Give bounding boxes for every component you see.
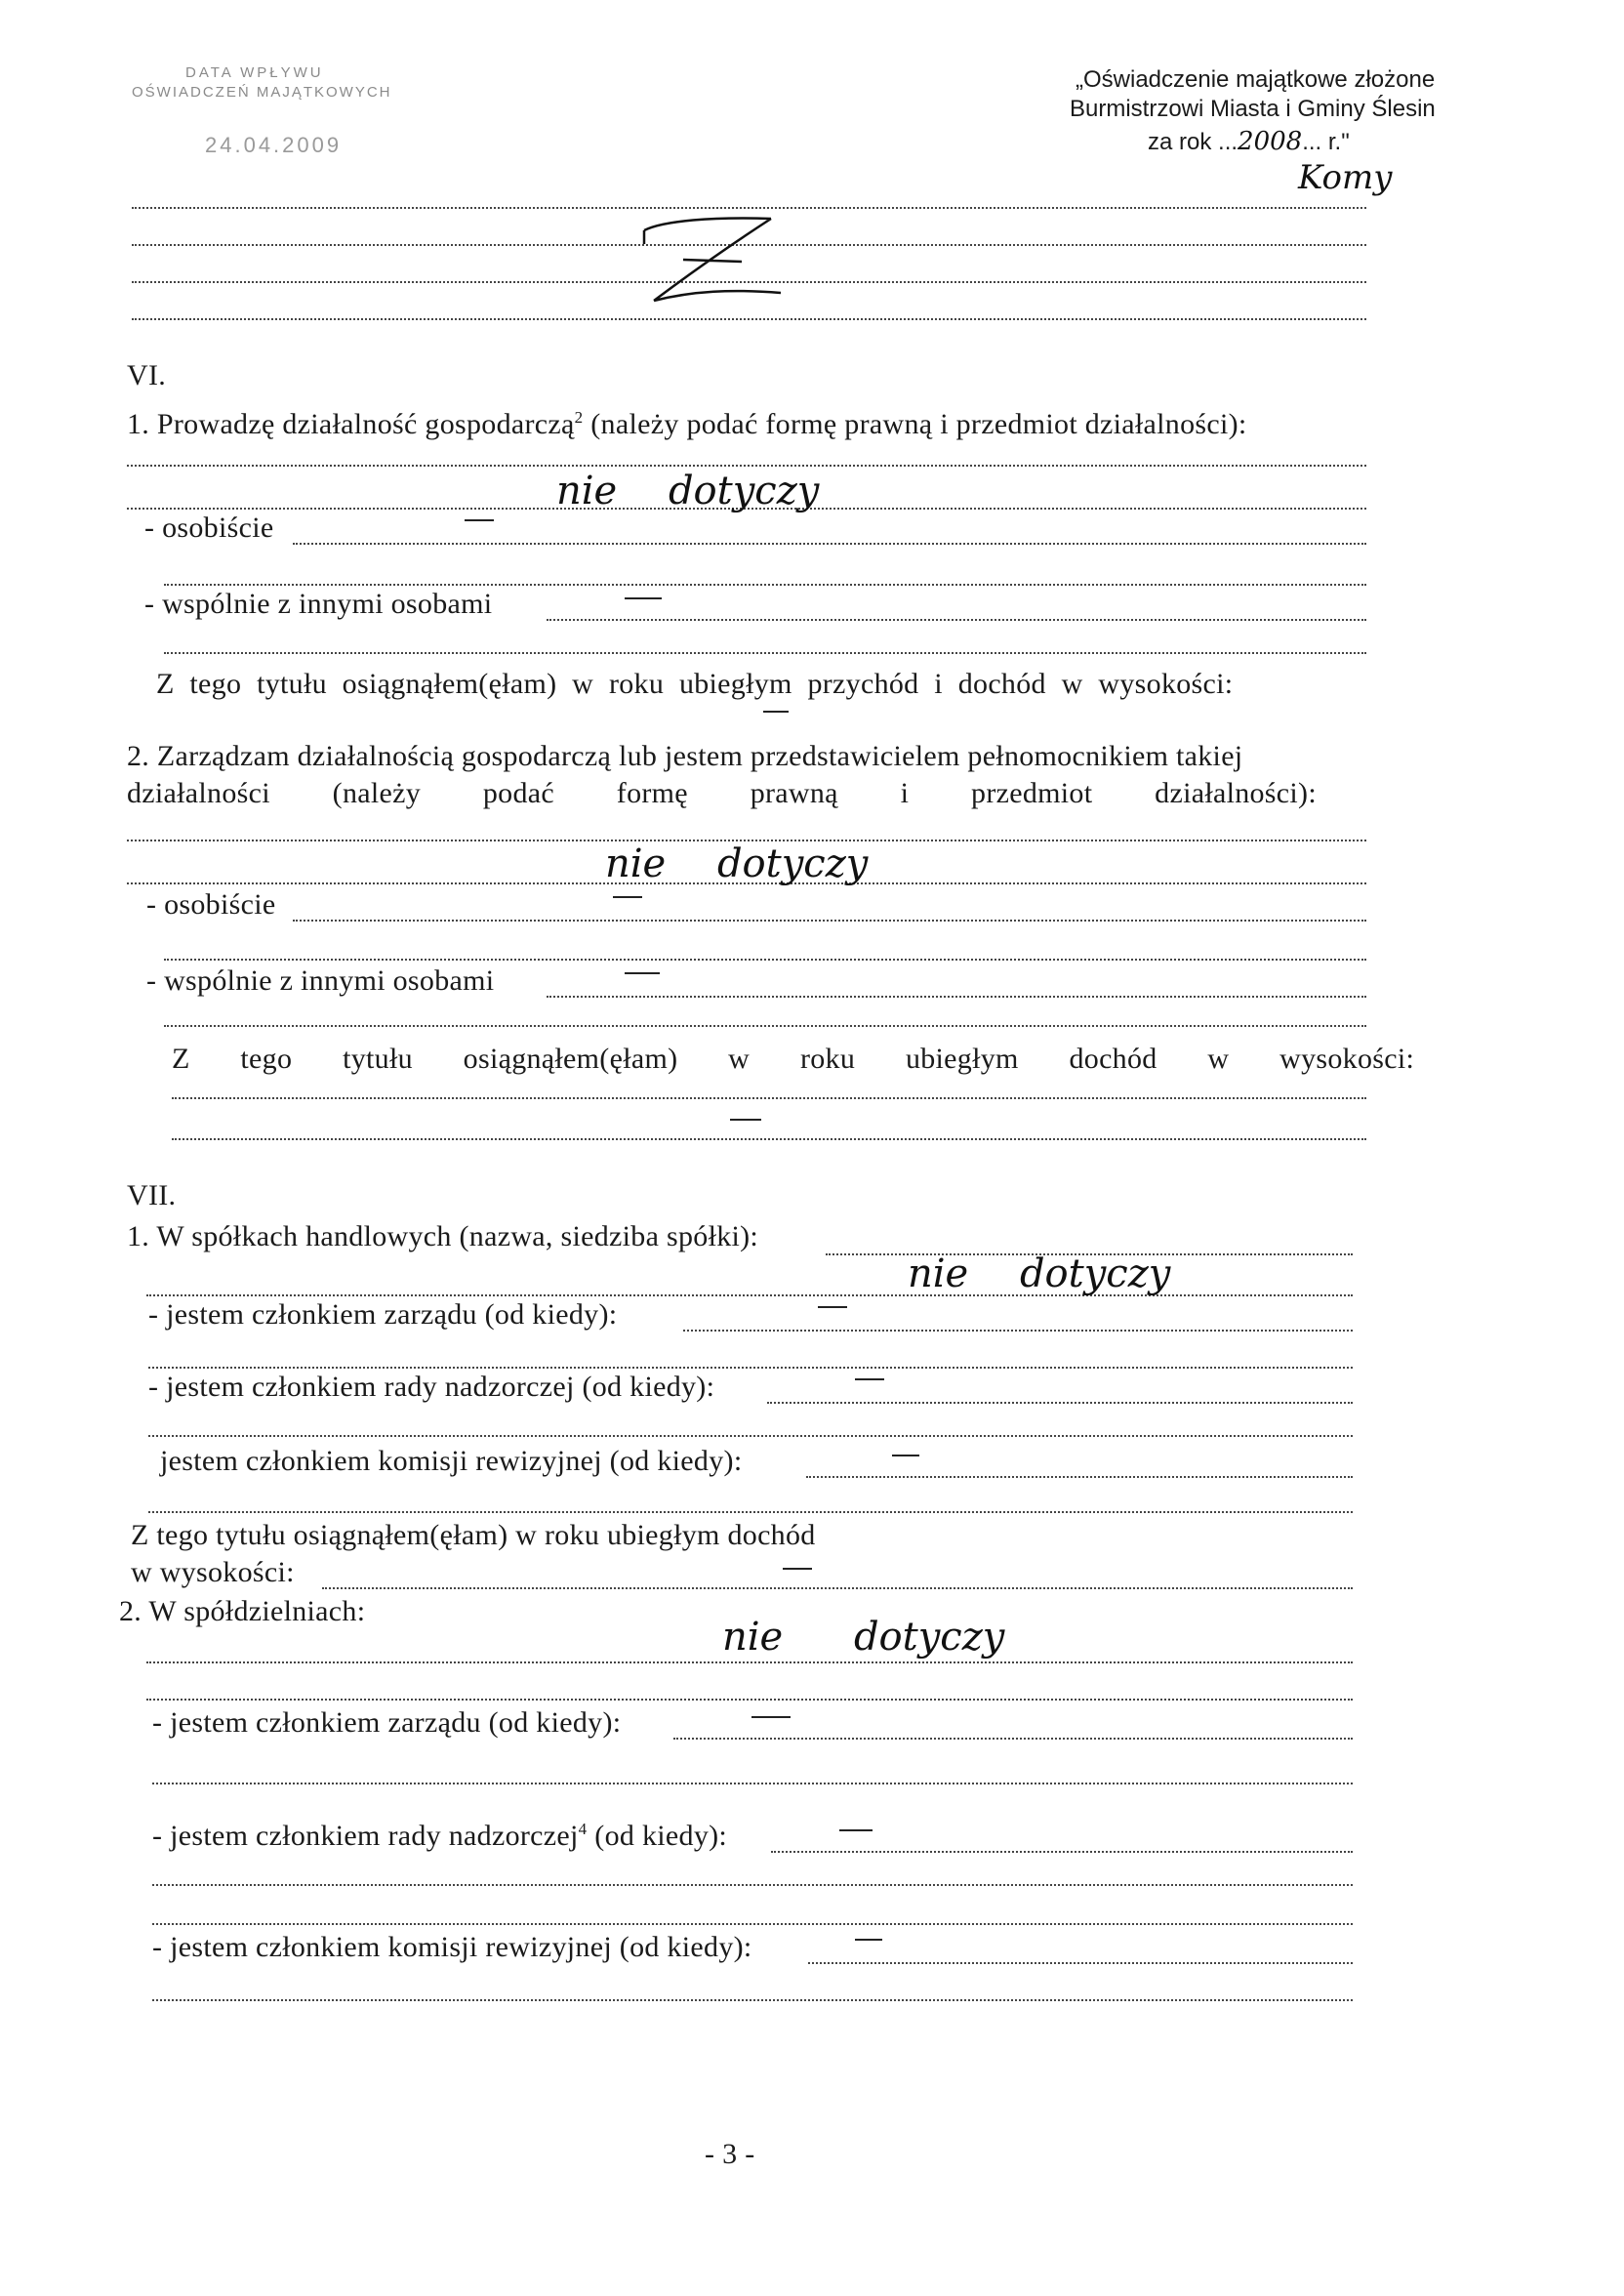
dotted-line <box>293 543 1366 545</box>
dotted-line <box>146 1699 1353 1701</box>
dotted-line <box>164 652 1366 654</box>
handwritten-answer: nie dotyczy <box>722 1615 1005 1660</box>
handwritten-dash <box>730 1119 761 1121</box>
handwritten-answer: nie dotyczy <box>908 1251 1171 1296</box>
handwritten-dash <box>613 896 642 898</box>
dotted-line <box>547 619 1366 621</box>
vi-q2-label-line-2: działalności (należy podać formę prawną i przedmiot działalności): <box>127 777 1317 809</box>
vii-q2-audit: - jestem członkiem komisji rewizyjnej (od kiedy): <box>152 1931 752 1963</box>
handwritten-dash <box>855 1939 882 1941</box>
vii-q1-audit: jestem członkiem komisji rewizyjnej (od kiedy): <box>160 1445 743 1477</box>
vi-q1-jointly: - wspólnie z innymi osobami <box>144 588 493 620</box>
stamp-date: 24.04.2009 <box>205 133 343 157</box>
handwritten-dash <box>783 1568 812 1570</box>
vii-q1-supervisory: - jestem członkiem rady nadzorczej (od kiedy): <box>148 1371 715 1403</box>
vii-q1-income-line-1: Z tego tytułu osiągnąłem(ęłam) w roku ubiegłym dochód <box>131 1519 816 1551</box>
year-handwritten: 2008 <box>1238 127 1303 156</box>
dotted-line <box>172 1097 1366 1099</box>
vi-q2-personally: - osobiście <box>146 888 276 921</box>
header-note-line-3 <box>1148 127 1350 156</box>
handwritten-dash <box>465 519 494 521</box>
year-prefix: za rok ... <box>1148 129 1238 155</box>
dotted-line <box>683 1330 1353 1332</box>
page-number: - 3 - <box>705 2138 755 2170</box>
dotted-line <box>164 959 1366 961</box>
footnote-ref: 2 <box>574 408 584 427</box>
dotted-line <box>172 1138 1366 1140</box>
dotted-line <box>806 1476 1353 1478</box>
dotted-line <box>148 1511 1353 1513</box>
dotted-line <box>771 1851 1353 1853</box>
dotted-line <box>293 920 1366 922</box>
vii-q1-board: - jestem członkiem zarządu (od kiedy): <box>148 1298 618 1331</box>
dotted-line <box>146 1294 1353 1296</box>
dotted-line <box>322 1587 1353 1589</box>
dotted-line <box>152 1999 1353 2001</box>
dotted-line <box>148 1435 1353 1437</box>
year-suffix: ... r." <box>1302 129 1350 155</box>
q1-label-text-after: (należy podać formę prawną i przedmiot działalności): <box>583 408 1247 440</box>
section-vi-heading: VI. <box>127 359 167 391</box>
dotted-line <box>164 1025 1366 1027</box>
vii-q1-income-line-2: w wysokości: <box>131 1556 295 1588</box>
vii-q2-label: 2. W spółdzielniach: <box>119 1595 366 1627</box>
vi-q1-personally: - osobiście <box>144 512 274 544</box>
dotted-line <box>164 584 1366 586</box>
handwritten-dash <box>839 1829 873 1831</box>
handwritten-dash <box>751 1716 791 1718</box>
dotted-line <box>152 1884 1353 1886</box>
dotted-line <box>547 996 1366 998</box>
vii-q1-label: 1. W spółkach handlowych (nazwa, siedziba spółki): <box>127 1220 759 1252</box>
dotted-line <box>767 1402 1353 1404</box>
dotted-line <box>146 1661 1353 1663</box>
handwritten-dash <box>625 597 662 599</box>
handwritten-answer: nie dotyczy <box>605 841 869 886</box>
section-vii-heading: VII. <box>127 1179 177 1211</box>
handwritten-dash <box>763 711 789 713</box>
header-note-line-1: „Oświadczenie majątkowe złożone <box>1076 66 1436 93</box>
section-vi-q1-label <box>127 408 1247 441</box>
dotted-line <box>132 318 1366 320</box>
header-note-line-2: Burmistrzowi Miasta i Gminy Ślesin <box>1070 96 1436 122</box>
initials-signature: Komy <box>1298 158 1393 197</box>
vi-q2-label-line-1: 2. Zarządzam działalnością gospodarczą lub jestem przedstawicielem pełnomocnikiem takiej <box>127 740 1243 772</box>
supervisory-text-after: (od kiedy): <box>587 1820 728 1852</box>
stamp-line-2: OŚWIADCZEŃ MAJĄTKOWYCH <box>132 84 392 101</box>
dotted-line <box>152 1923 1353 1925</box>
vii-q2-board: - jestem członkiem zarządu (od kiedy): <box>152 1706 622 1739</box>
q1-label-text: 1. Prowadzę działalność gospodarczą <box>127 408 575 440</box>
footnote-ref: 4 <box>578 1820 588 1838</box>
vii-q2-supervisory <box>152 1820 727 1853</box>
dotted-line <box>808 1962 1353 1964</box>
handwritten-dash <box>818 1306 847 1308</box>
stamp-line-1: DATA WPŁYWU <box>185 64 324 81</box>
dotted-line <box>673 1738 1353 1740</box>
vi-q2-jointly: - wspólnie z innymi osobami <box>146 964 495 997</box>
dotted-line <box>148 1367 1353 1369</box>
supervisory-text: - jestem członkiem rady nadzorczej <box>152 1820 579 1852</box>
handwritten-dash <box>892 1455 919 1456</box>
vi-q1-income: Z tego tytułu osiągnąłem(ęłam) w roku ubiegłym przychód i dochód w wysokości: <box>156 668 1234 700</box>
dotted-line <box>152 1783 1353 1784</box>
crossed-out-mark <box>625 195 800 312</box>
handwritten-dash <box>855 1378 884 1380</box>
handwritten-dash <box>625 972 660 974</box>
vi-q2-income: Z tego tytułu osiągnąłem(ęłam) w roku ubiegłym dochód w wysokości: <box>172 1043 1415 1075</box>
handwritten-answer: nie dotyczy <box>556 469 820 513</box>
dotted-line <box>127 465 1366 467</box>
